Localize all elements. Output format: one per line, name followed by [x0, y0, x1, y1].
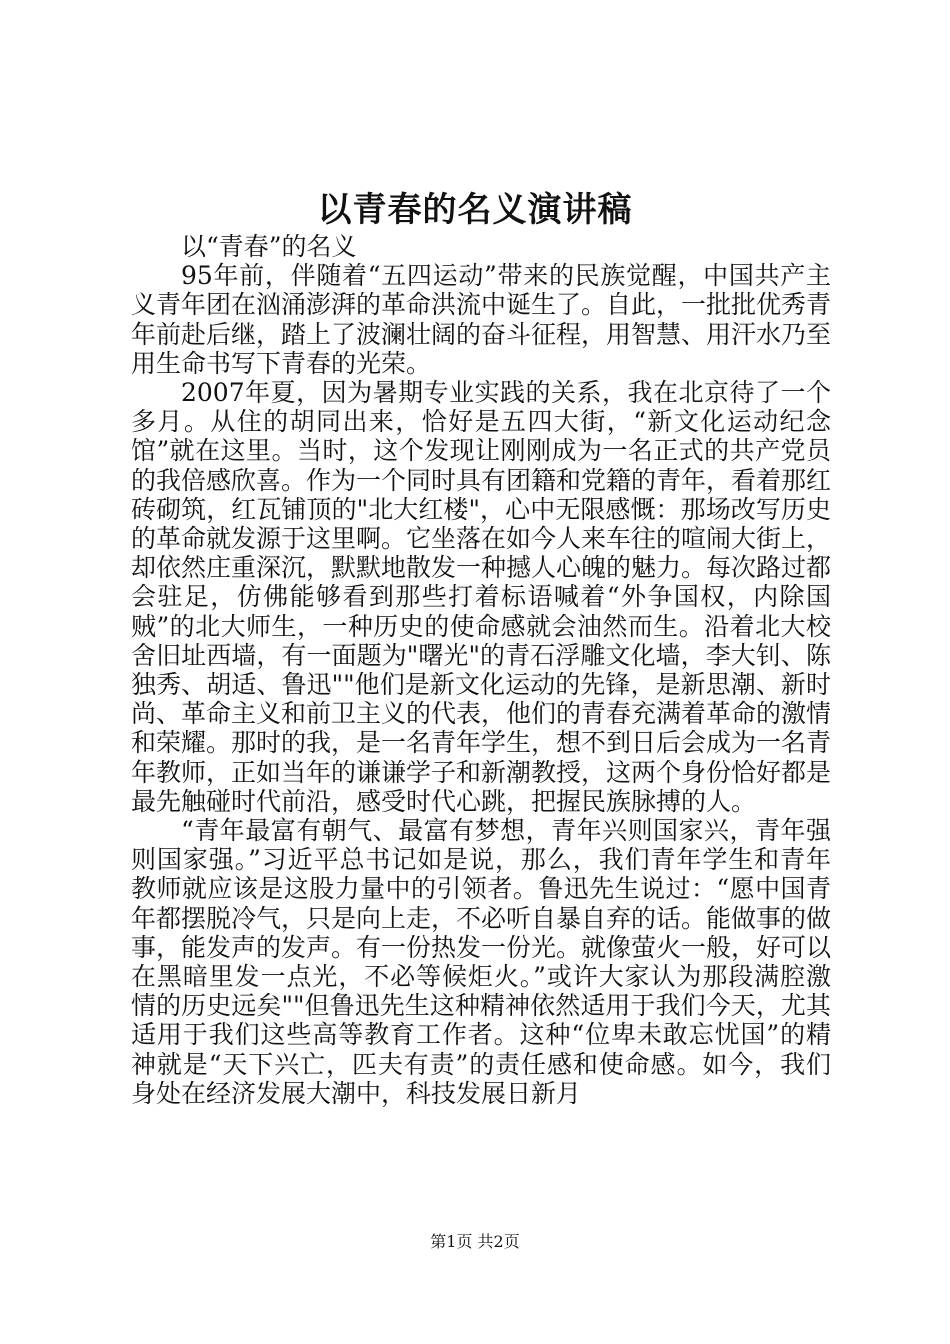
- document-body: [131, 232, 831, 1108]
- paragraph-1: 95年前，伴随着“五四运动”带来的民族觉醒，中国共产主义青年团在汹涌澎湃的革命洪流中诞生了。自此，一批批优秀青年前赴后继，踏上了波澜壮阔的奋斗征程，用智慧、用汗水乃至用生命书写下青春的光荣。: [131, 261, 832, 378]
- paragraph-3: “青年最富有朝气、最富有梦想，青年兴则国家兴，青年强则国家强。”习近平总书记如是说，那么，我们青年学生和青年教师就应该是这股力量中的引领者。鲁迅先生说过：“愿中国青年都摆脱冷气，只是向上走，不必听自暴自弃的话。能做事的做事，能发声的发声。有一份热发一份光。就像萤火一般，好可以在黑暗里发一点光，不必等候炬火。”或许大家认为那段满腔激情的历史远矣""但鲁迅先生这种精神依然适用于我们今天，尤其适用于我们这些高等教育工作者。这种“位卑未敢忘忧国”的精神就是“天下兴亡，匹夫有责”的责任感和使命感。如今，我们身处在经济发展大潮中，科技发展日新月: [131, 816, 832, 1108]
- page-number-footer: 第1页 共2页: [430, 1232, 520, 1251]
- document-title: 以青春的名义演讲稿: [317, 190, 633, 230]
- paragraph-2: 2007年夏，因为暑期专业实践的关系，我在北京待了一个多月。从住的胡同出来，恰好是五四大街，“新文化运动纪念馆”就在这里。当时，这个发现让刚刚成为一名正式的共产党员的我倍感欣喜。作为一个同时具有团籍和党籍的青年，看着那红砖砌筑，红瓦铺顶的"北大红楼"，心中无限感慨：那场改写历史的革命就发源于这里啊。它坐落在如今人来车往的喧闹大街上，却依然庄重深沉，默默地散发一种撼人心魄的魅力。每次路过都会驻足，仿佛能够看到那些打着标语喊着“外争国权，内除国贼”的北大师生，一种历史的使命感就会油然而生。沿着北大校舍旧址西墙，有一面题为"曙光"的青石浮雕文化墙，李大钊、陈独秀、胡适、鲁迅""他们是新文化运动的先锋，是新思潮、新时尚、革命主义和前卫主义的代表，他们的青春充满着革命的激情和荣耀。那时的我，是一名青年学生，想不到日后会成为一名青年教师，正如当年的谦谦学子和新潮教授，这两个身份恰好都是最先触碰时代前沿，感受时代心跳，把握民族脉搏的人。: [131, 378, 832, 816]
- paragraph-subtitle: 以“青春”的名义: [181, 232, 357, 261]
